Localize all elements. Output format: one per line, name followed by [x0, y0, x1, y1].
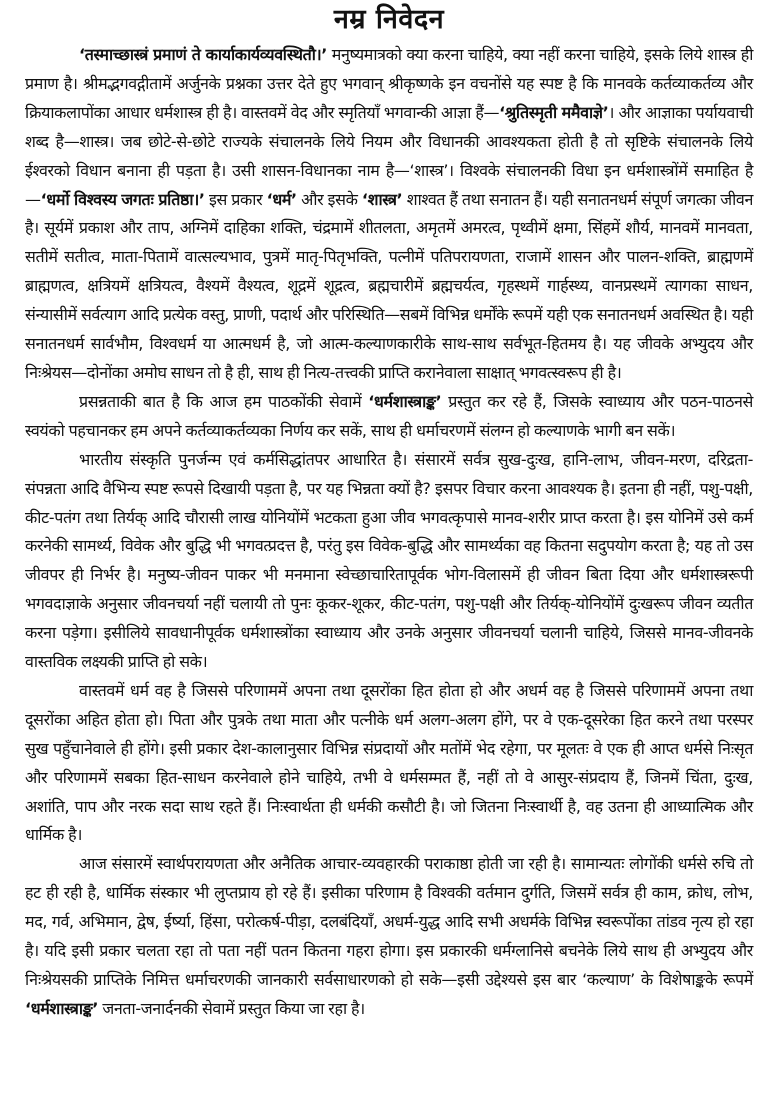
body-text: भारतीय संस्कृति पुनर्जन्म एवं कर्मसिद्धांतपर आधारित है। संसारमें सर्वत्र सुख-दुःख, हानि-लाभ, जीवन-मरण, दरिद्रता-संपन्नता आदि वैभिन्य स्पष्ट रूपसे दिखायी पड़ता है, पर यह भिन्नता क्यों है? इसपर विचार करना आवश्यक है। इतना ही नहीं, पशु-पक्षी, कीट-पतंग तथा तिर्यक् आदि चौरासी लाख योनियोंमें भटकता हुआ जीव भगवत्कृपासे मानव-शरीर प्राप्त करता है। इस योनिमें उसे कर्म करनेकी सामर्थ्य, विवेक और बुद्धि भी भगवत्प्रदत्त है, परंतु इस विवेक-बुद्धि और सामर्थ्यका वह कितना सदुपयोग करता है; यह तो उस जीवपर ही निर्भर है। मनुष्य-जीवन पाकर भी मनमाना स्वेच्छाचारितापूर्वक भोग-विलासमें ही जीवन बिता दिया और धर्मशास्त्ररूपी भगवदाज्ञाके अनुसार जीवनचर्या नहीं चलायी तो पुनः कूकर-शूकर, कीट-पतंग, पशु-पक्षी और तिर्यक्-योनियोंमें दुःखरूप जीवन व्यतीत करना पड़ेगा। इसीलिये सावधानीपूर्वक धर्मशास्त्रोंका स्वाध्याय और उनके अनुसार जीवनचर्या चलानी चाहिये, जिससे मानव-जीवनके वास्तविक लक्ष्यकी प्राप्ति हो सके। — [25, 449, 753, 672]
quote-bold: ‘धर्म’ — [266, 189, 297, 209]
document-page — [25, 0, 753, 1024]
quote-bold: ‘धर्मशास्त्राङ्क’ — [25, 998, 99, 1018]
body-text: प्रसन्नताकी बात है कि आज हम पाठकोंकी सेवामें — [79, 391, 369, 411]
quote-bold: ‘धर्मो विश्वस्य जगतः प्रतिष्ठा।’ — [40, 189, 205, 209]
paragraph-5 — [25, 850, 753, 1023]
quote-bold: ‘शास्त्र’ — [361, 189, 403, 209]
quote-bold: ‘धर्मशास्त्राङ्क’ — [368, 391, 442, 411]
paragraph-2 — [25, 388, 753, 446]
body-text: और इसके — [296, 189, 362, 209]
paragraph-4 — [25, 677, 753, 850]
body-text: आज संसारमें स्वार्थपरायणता और अनैतिक आचार-व्यवहारकी पराकाष्ठा होती जा रही है। सामान्यतः लोगोंकी धर्मसे रुचि तो हट ही रही है, धार्मिक संस्कार भी लुप्तप्राय हो रहे हैं। इसीका परिणाम है विश्वकी वर्तमान दुर्गति, जिसमें सर्वत्र ही काम, क्रोध, लोभ, मद, गर्व, अभिमान, द्वेष, ईर्ष्या, हिंसा, परोत्कर्ष-पीड़ा, दलबंदियाँ, अधर्म-युद्ध आदि सभी अधर्मके विभिन्न स्वरूपोंका तांडव नृत्य हो रहा है। यदि इसी प्रकार चलता रहा तो पता नहीं पतन कितना गहरा होगा। इस प्रकारकी धर्मग्लानिसे बचनेके लिये साथ ही अभ्युदय और निःश्रेयसकी प्राप्तिके निमित्त धर्माचरणकी जानकारी सर्वसाधारणको हो सके—इसी उद्देश्यसे इस बार ‘कल्याण’ के विशेषाङ्कके रूपमें — [25, 854, 753, 989]
quote-bold: ‘श्रुतिस्मृती ममैवाज्ञे’ — [499, 102, 609, 122]
body-text: इस प्रकार — [204, 189, 267, 209]
quote-bold: ‘तस्माच्छास्त्रं प्रमाणं ते कार्याकार्यव्यवस्थितौ।’ — [79, 45, 328, 64]
body-text: प्रस्तुत कर रहे हैं, जिसके स्वाध्याय और पठन-पाठनसे स्वयंको पहचानकर हम अपने कर्तव्याकर्तव्यका निर्णय कर सकें, साथ ही धर्माचरणमें संलग्न हो कल्याणके भागी बन सकें। — [25, 391, 754, 440]
paragraph-3 — [25, 446, 753, 677]
paragraph-1 — [25, 41, 753, 388]
page-title: नम्र निवेदन — [333, 4, 445, 35]
body-text: वास्तवमें धर्म वह है जिससे परिणाममें अपना तथा दूसरोंका हित होता हो और अधर्म वह है जिससे परिणाममें अपना तथा दूसरोंका अहित होता हो। पिता और पुत्रके तथा माता और पत्नीके धर्म अलग-अलग होंगे, पर वे एक-दूसरेका हित करने तथा परस्पर सुख पहुँचानेवाले ही होंगे। इसी प्रकार देश-कालानुसार विभिन्न संप्रदायों और मतोंमें भेद रहेगा, पर मूलतः वे एक ही आप्त धर्मसे निःसृत और परिणाममें सबका हित-साधन करनेवाले होने चाहिये, तभी वे धर्मसम्मत हैं, नहीं तो वे आसुर-संप्रदाय हैं, जिनमें चिंता, दुःख, अशांति, पाप और नरक सदा साथ रहते हैं। निःस्वार्थता ही धर्मकी कसौटी है। जो जितना निःस्वार्थी है, वह उतना ही आध्यात्मिक और धार्मिक है। — [25, 680, 753, 845]
body-text: मनुष्यमात्रको क्या करना चाहिये, क्या नहीं करना चाहिये, इसके लिये शास्त्र ही प्रमाण है। श्रीमद्भगवद्गीतामें अर्जुनके प्रश्नका उत्तर देते हुए भगवान् श्रीकृष्णके इन वचनोंसे यह स्पष्ट है कि मानवके कर्तव्याकर्तव्य और क्रियाकलापोंका आधार धर्मशास्त्र ही है। वास्तवमें वेद और स्मृतियाँ भगवान्की आज्ञा हैं— — [25, 45, 753, 122]
body-text: शाश्वत हैं तथा सनातन हैं। यही सनातनधर्म संपूर्ण जगत्का जीवन है। सूर्यमें प्रकाश और ताप, अग्निमें दाहिका शक्ति, चंद्रमामें शीतलता, अमृतमें अमरत्व, पृथ्वीमें क्षमा, सिंहमें शौर्य, मानवमें मानवता, सतीमें सतीत्व, माता-पितामें वात्सल्यभाव, पुत्रमें मातृ-पितृभक्ति, पत्नीमें पतिपरायणता, राजामें शासन और पालन-शक्ति, ब्राह्मणमें ब्राह्मणत्व, क्षत्रियमें क्षत्रियत्व, वैश्यमें वैश्यत्व, शूद्रमें शूद्रत्व, ब्रह्मचारीमें ब्रह्मचर्यत्व, गृहस्थमें गार्हस्थ्य, वानप्रस्थमें त्यागका साधन, संन्यासीमें सर्वत्याग आदि प्रत्येक वस्तु, प्राणी, पदार्थ और परिस्थिति—सबमें विभिन्न धर्मोंके रूपमें यही एक सनातनधर्म अवस्थित है। यही सनातनधर्म सार्वभौम, विश्वधर्म या आत्मधर्म है, जो आत्म-कल्याणकारीके साथ-साथ सर्वभूत-हितमय है। यह जीवके अभ्युदय और निःश्रेयस—दोनोंका अमोघ साधन तो है ही, साथ ही नित्य-तत्त्वकी प्राप्ति करानेवाला साक्षात् भगवत्स्वरूप ही है। — [25, 189, 753, 382]
body-text: । और आज्ञाका पर्यायवाची शब्द है—शास्त्र। जब छोटे-से-छोटे राज्यके संचालनके लिये नियम और विधानकी आवश्यकता होती है तो सृष्टिके संचालनके लिये ईश्वरको विधान बनाना ही पड़ता है। उसी शासन-विधानका नाम है—‘शास्त्र’। विश्वके संचालनकी विधा इन धर्मशास्त्रोंमें समाहित है— — [25, 102, 753, 209]
body-text: जनता-जनार्दनकी सेवामें प्रस्तुत किया जा रहा है। — [98, 998, 365, 1018]
